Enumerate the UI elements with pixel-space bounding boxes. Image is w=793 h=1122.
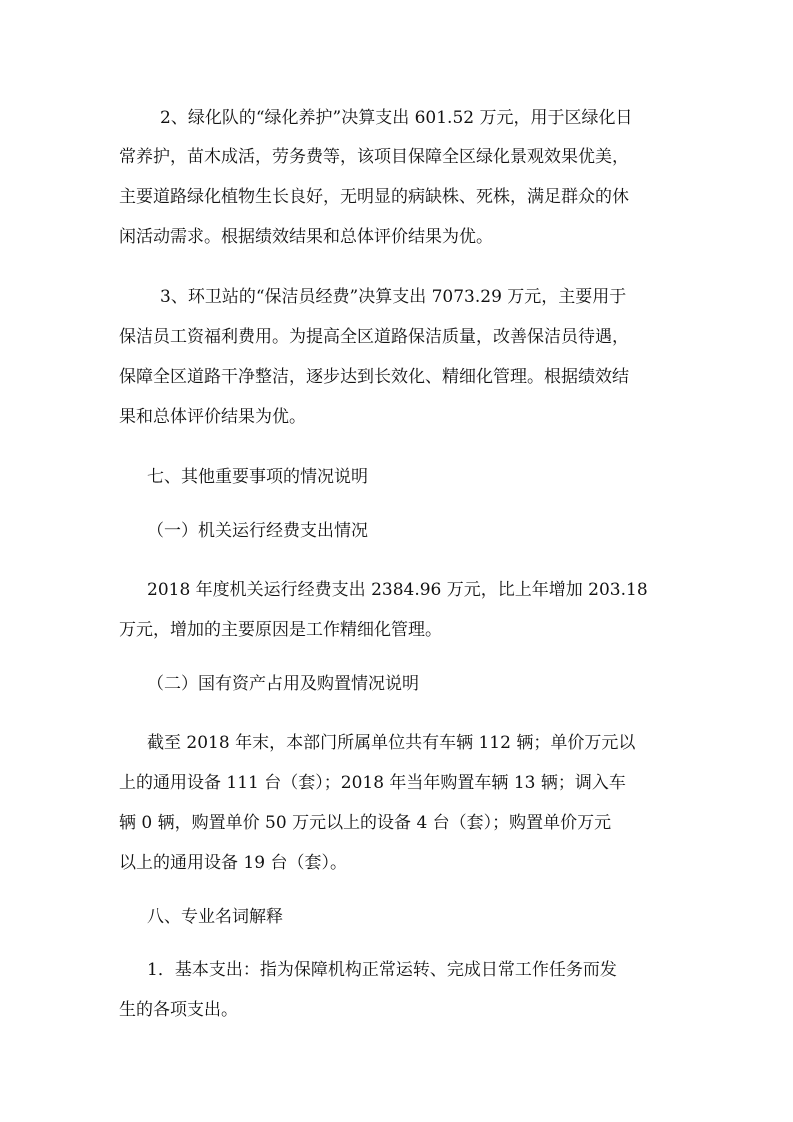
paragraph-sanitation-line-1: 3、环卫站的“保洁员经费”决算支出 7073.29 万元，主要用于 xyxy=(160,287,627,307)
paragraph-assets-line-4: 以上的通用设备 19 台（套）。 xyxy=(119,853,347,873)
paragraph-greening-line-2: 常养护，苗木成活，劳务费等，该项目保障全区绿化景观效果优美， xyxy=(119,147,629,167)
paragraph-sanitation-line-4: 果和总体评价结果为优。 xyxy=(119,407,306,427)
paragraph-operating-expenses-line-2: 万元，增加的主要原因是工作精细化管理。 xyxy=(119,620,442,640)
paragraph-sanitation-line-3: 保障全区道路干净整洁，逐步达到长效化、精细化管理。根据绩效结 xyxy=(119,367,629,387)
paragraph-greening-line-4: 闲活动需求。根据绩效结果和总体评价结果为优。 xyxy=(119,227,493,247)
paragraph-greening-line-1: 2、绿化队的“绿化养护”决算支出 601.52 万元，用于区绿化日 xyxy=(160,108,633,128)
section-heading-8: 八、专业名词解释 xyxy=(147,907,283,927)
paragraph-sanitation-line-2: 保洁员工资福利费用。为提高全区道路保洁质量，改善保洁员待遇， xyxy=(119,327,629,347)
paragraph-basic-expenditure-line-2: 生的各项支出。 xyxy=(119,1000,238,1020)
paragraph-greening-line-3: 主要道路绿化植物生长良好，无明显的病缺株、死株，满足群众的休 xyxy=(119,187,629,207)
subsection-heading-7-1: （一）机关运行经费支出情况 xyxy=(147,521,368,541)
section-heading-7: 七、其他重要事项的情况说明 xyxy=(147,467,368,487)
subsection-heading-7-2: （二）国有资产占用及购置情况说明 xyxy=(147,674,419,694)
paragraph-assets-line-3: 辆 0 辆，购置单价 50 万元以上的设备 4 台（套）；购置单价万元 xyxy=(119,813,612,833)
paragraph-assets-line-1: 截至 2018 年末，本部门所属单位共有车辆 112 辆；单价万元以 xyxy=(147,733,636,753)
paragraph-basic-expenditure-line-1: 1．基本支出：指为保障机构正常运转、完成日常工作任务而发 xyxy=(147,960,617,980)
paragraph-assets-line-2: 上的通用设备 111 台（套）；2018 年当年购置车辆 13 辆；调入车 xyxy=(119,773,626,793)
paragraph-operating-expenses-line-1: 2018 年度机关运行经费支出 2384.96 万元，比上年增加 203.18 xyxy=(147,580,648,600)
